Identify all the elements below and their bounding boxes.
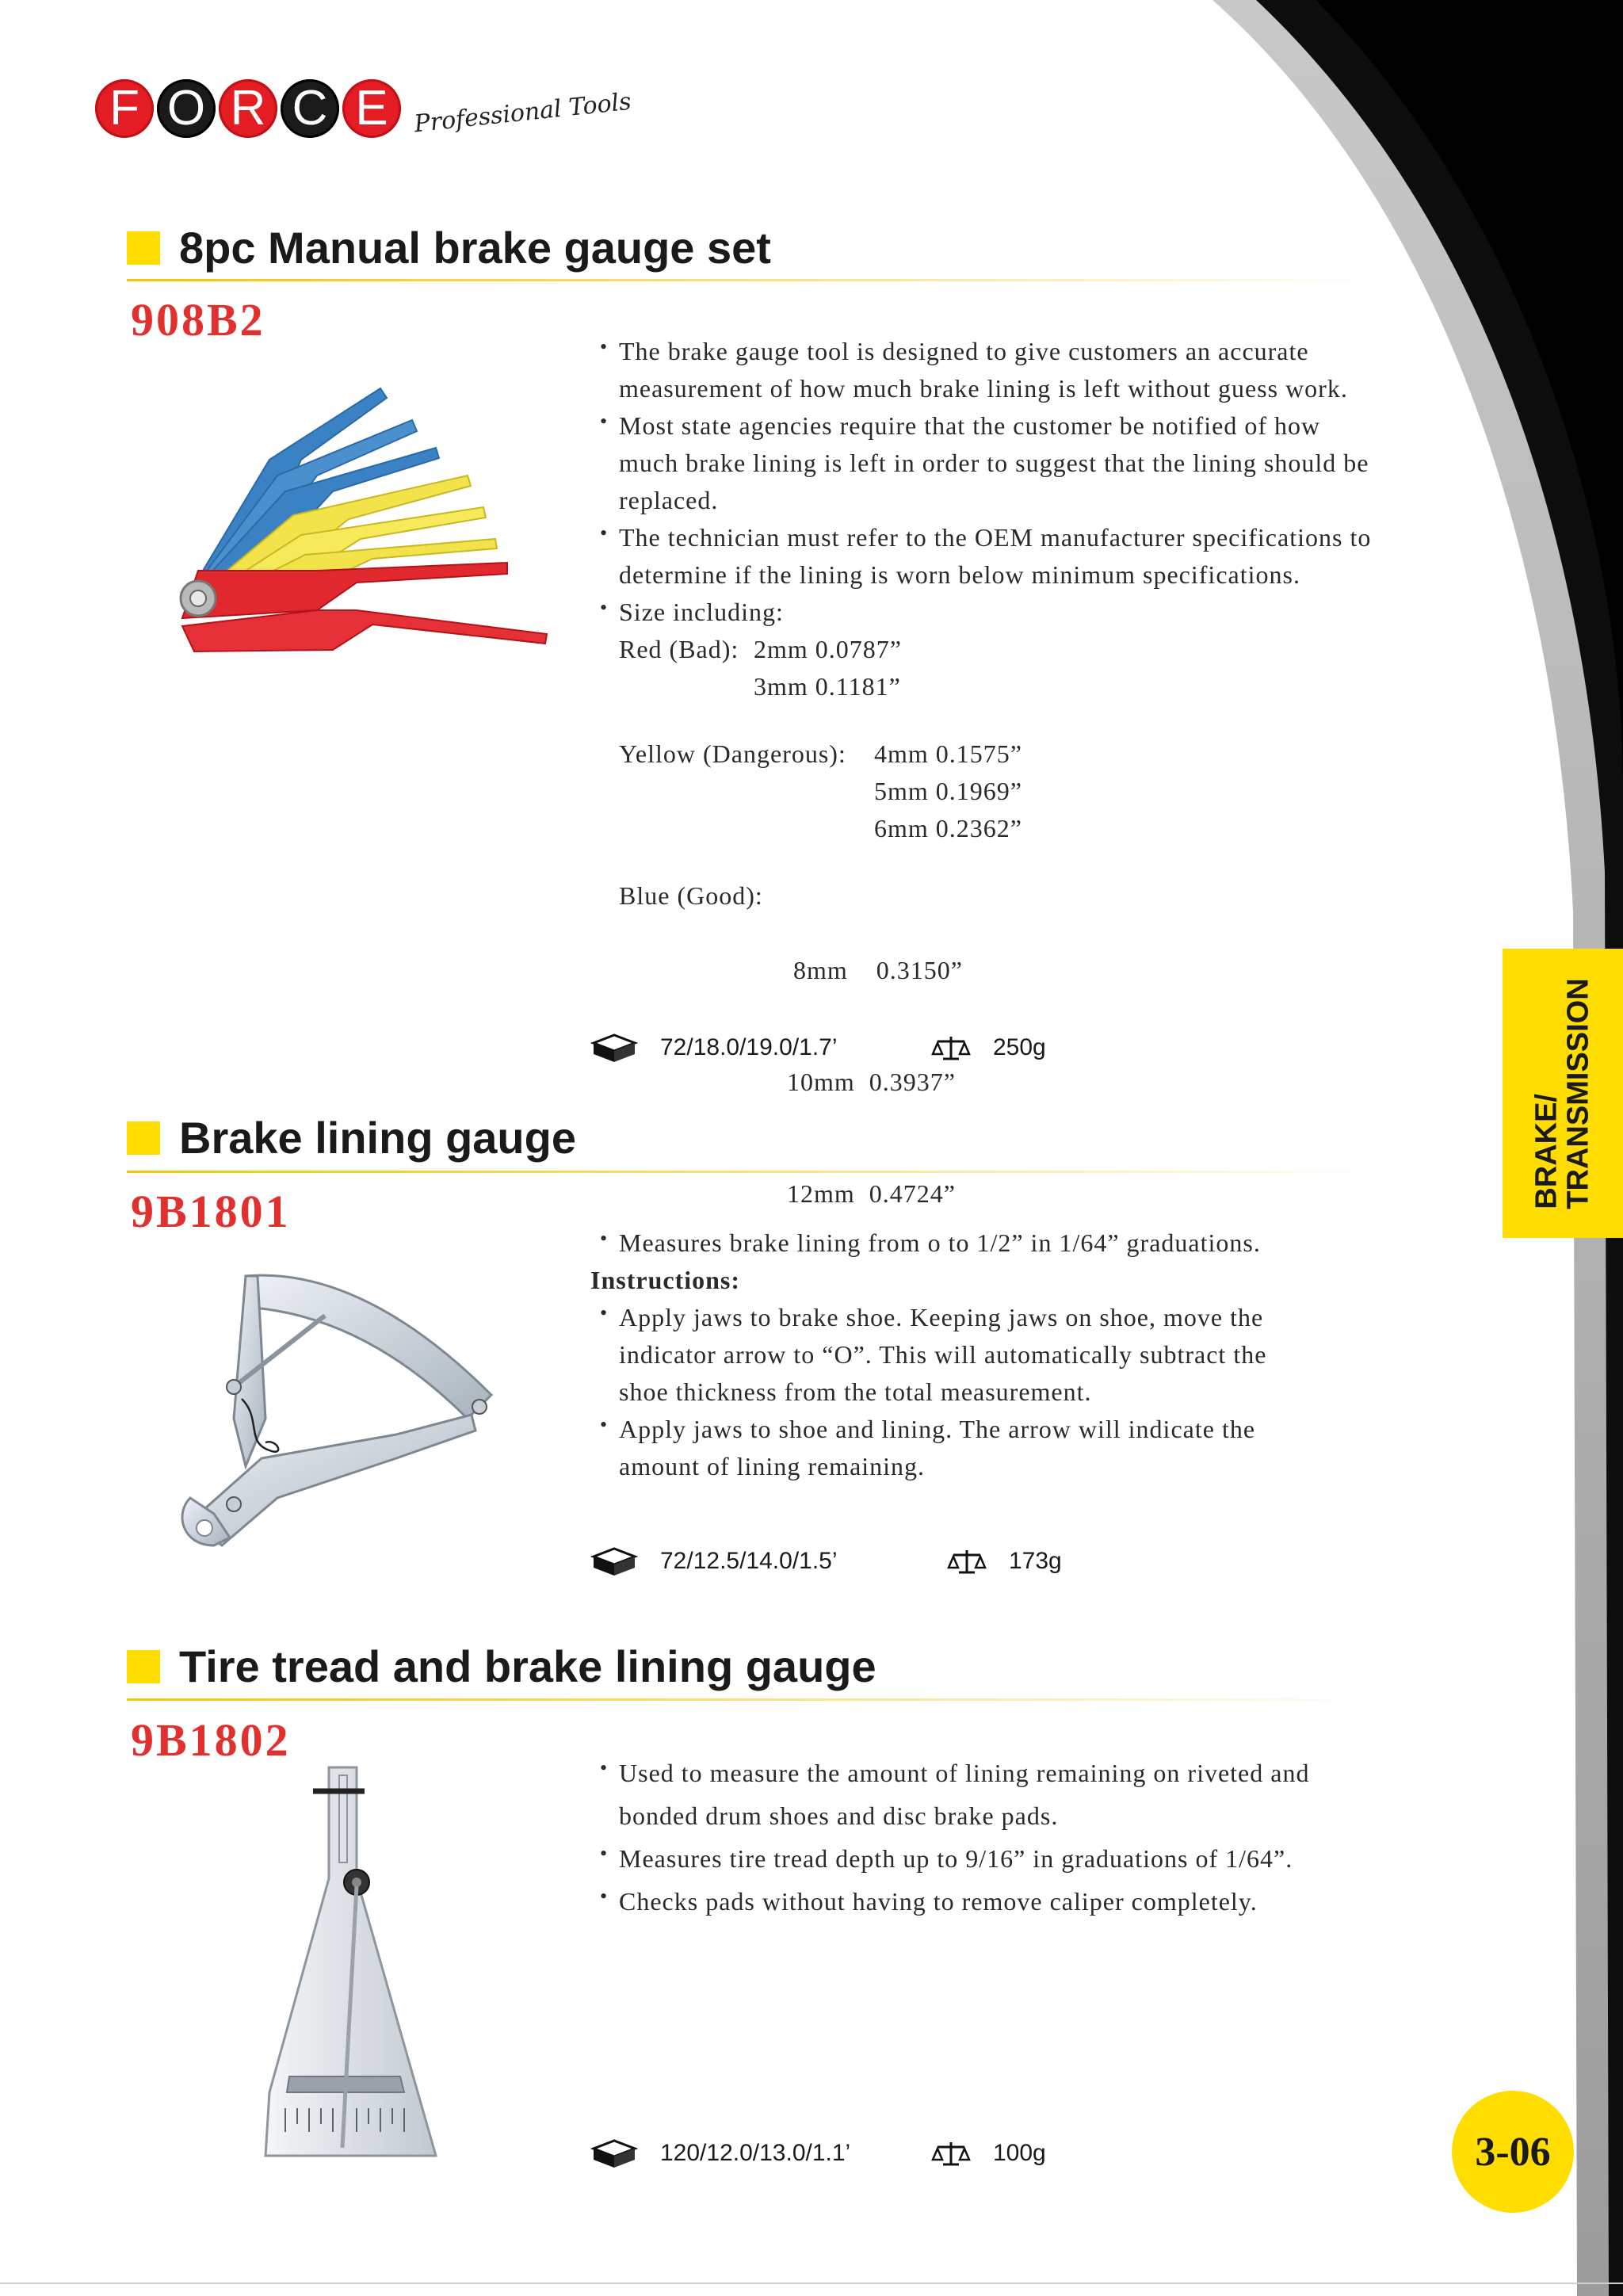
description-line: indicator arrow to “O”. This will automatically subtract the: [619, 1340, 1267, 1369]
size-group-yellow: [590, 735, 1383, 847]
size-row: 3mm 0.1181”: [754, 672, 901, 701]
brake-gauge-set-image: [135, 372, 579, 690]
description-line: • Used to measure the amount of lining remaining on riveted and: [590, 1752, 1462, 1794]
title-rule: [127, 1171, 1379, 1173]
description-line: shoe thickness from the total measurement.: [619, 1377, 1092, 1406]
size-list: [590, 631, 1383, 1287]
size-row: 5mm 0.1969”: [874, 777, 1022, 805]
size-row: 4mm 0.1575”: [874, 739, 1022, 768]
section-title: [127, 222, 771, 273]
description-line: much brake lining is left in order to suggest that the lining should be: [619, 449, 1369, 477]
section-title: [127, 1112, 576, 1163]
description-line: • Checks pads without having to remove caliper completely.: [590, 1880, 1462, 1923]
description-line: bonded drum shoes and disc brake pads.: [619, 1801, 1059, 1830]
packing-info: 120/12.0/13.0/1.1’: [660, 2140, 851, 2166]
product-description: [590, 1752, 1462, 1923]
product-title: 8pc Manual brake gauge set: [179, 223, 771, 273]
size-row: 12mm 0.4724”: [787, 1179, 956, 1208]
box-icon: [590, 1545, 638, 1577]
description-line: determine if the lining is worn below minimum specifications.: [619, 560, 1300, 589]
size-row: 2mm 0.0787”: [754, 635, 902, 663]
spec-row: [590, 2137, 1046, 2169]
description-line: replaced.: [619, 486, 719, 514]
title-marker: [127, 1121, 160, 1155]
size-label: Yellow (Dangerous):: [619, 739, 846, 768]
box-icon: [590, 1032, 638, 1064]
size-label: Red (Bad):: [619, 635, 739, 663]
weight-info: 100g: [993, 2140, 1046, 2166]
description-line: • Measures brake lining from o to 1/2” in 1/64” graduations.: [590, 1224, 1462, 1262]
brand-logo: [95, 79, 632, 138]
category-tab-label: [1503, 949, 1623, 1238]
title-rule: [127, 279, 1379, 281]
brake-lining-gauge-image: [158, 1260, 539, 1561]
category-line: BRAKE/: [1530, 1093, 1564, 1209]
size-group-red: [590, 631, 1383, 705]
logo-tagline: Professional Tools: [412, 87, 633, 138]
logo-letter: R: [219, 79, 277, 138]
packing-info: 72/12.5/14.0/1.5’: [660, 1548, 838, 1574]
title-marker: [127, 1650, 160, 1683]
spec-row: [590, 1545, 1062, 1577]
product-title: Brake lining gauge: [179, 1113, 576, 1163]
product-description: [590, 333, 1462, 631]
description-heading: Instructions:: [590, 1266, 741, 1294]
description-line: • Most state agencies require that the customer be notified of how: [590, 407, 1462, 445]
scale-icon: [931, 2139, 971, 2168]
scale-icon: [947, 1547, 987, 1576]
product-title: Tire tread and brake lining gauge: [179, 1641, 876, 1691]
product-code: 9B1801: [131, 1186, 291, 1237]
description-line: measurement of how much brake lining is left without guess work.: [619, 374, 1348, 403]
scale-icon: [931, 1033, 971, 1062]
logo-letter: O: [157, 79, 216, 138]
weight-info: 250g: [993, 1034, 1046, 1060]
logo-letter: F: [95, 79, 154, 138]
packing-info: 72/18.0/19.0/1.7’: [660, 1034, 838, 1060]
description-line: • Apply jaws to brake shoe. Keeping jaws on shoe, move the: [590, 1299, 1462, 1336]
description-line: • Measures tire tread depth up to 9/16” in graduations of 1/64”.: [590, 1837, 1462, 1880]
section-title: [127, 1641, 876, 1692]
product-code: 9B1802: [131, 1714, 291, 1766]
description-line: amount of lining remaining.: [619, 1452, 926, 1480]
weight-info: 173g: [1009, 1548, 1062, 1574]
logo-letter: C: [281, 79, 339, 138]
description-line: • Apply jaws to shoe and lining. The arrow will indicate the: [590, 1411, 1462, 1448]
spec-row: [590, 1032, 1046, 1064]
product-description: [590, 1224, 1462, 1485]
size-row: 6mm 0.2362”: [874, 814, 1022, 842]
logo-letter: E: [342, 79, 401, 138]
category-line: TRANSMISSION: [1562, 977, 1596, 1209]
size-row: 10mm 0.3937”: [787, 1068, 956, 1096]
title-rule: [127, 1698, 1379, 1701]
size-label: Blue (Good):: [619, 881, 763, 910]
description-line: • The brake gauge tool is designed to give customers an accurate: [590, 333, 1462, 370]
title-marker: [127, 231, 160, 265]
size-row: 8mm 0.3150”: [793, 956, 963, 984]
page-number: 3-06: [1452, 2091, 1574, 2213]
product-code: 908B2: [131, 294, 265, 346]
tire-tread-gauge-image: [254, 1759, 460, 2172]
description-line: • The technician must refer to the OEM manufacturer specifications to: [590, 519, 1462, 556]
description-line: • Size including:: [590, 594, 1462, 631]
box-icon: [590, 2137, 638, 2169]
